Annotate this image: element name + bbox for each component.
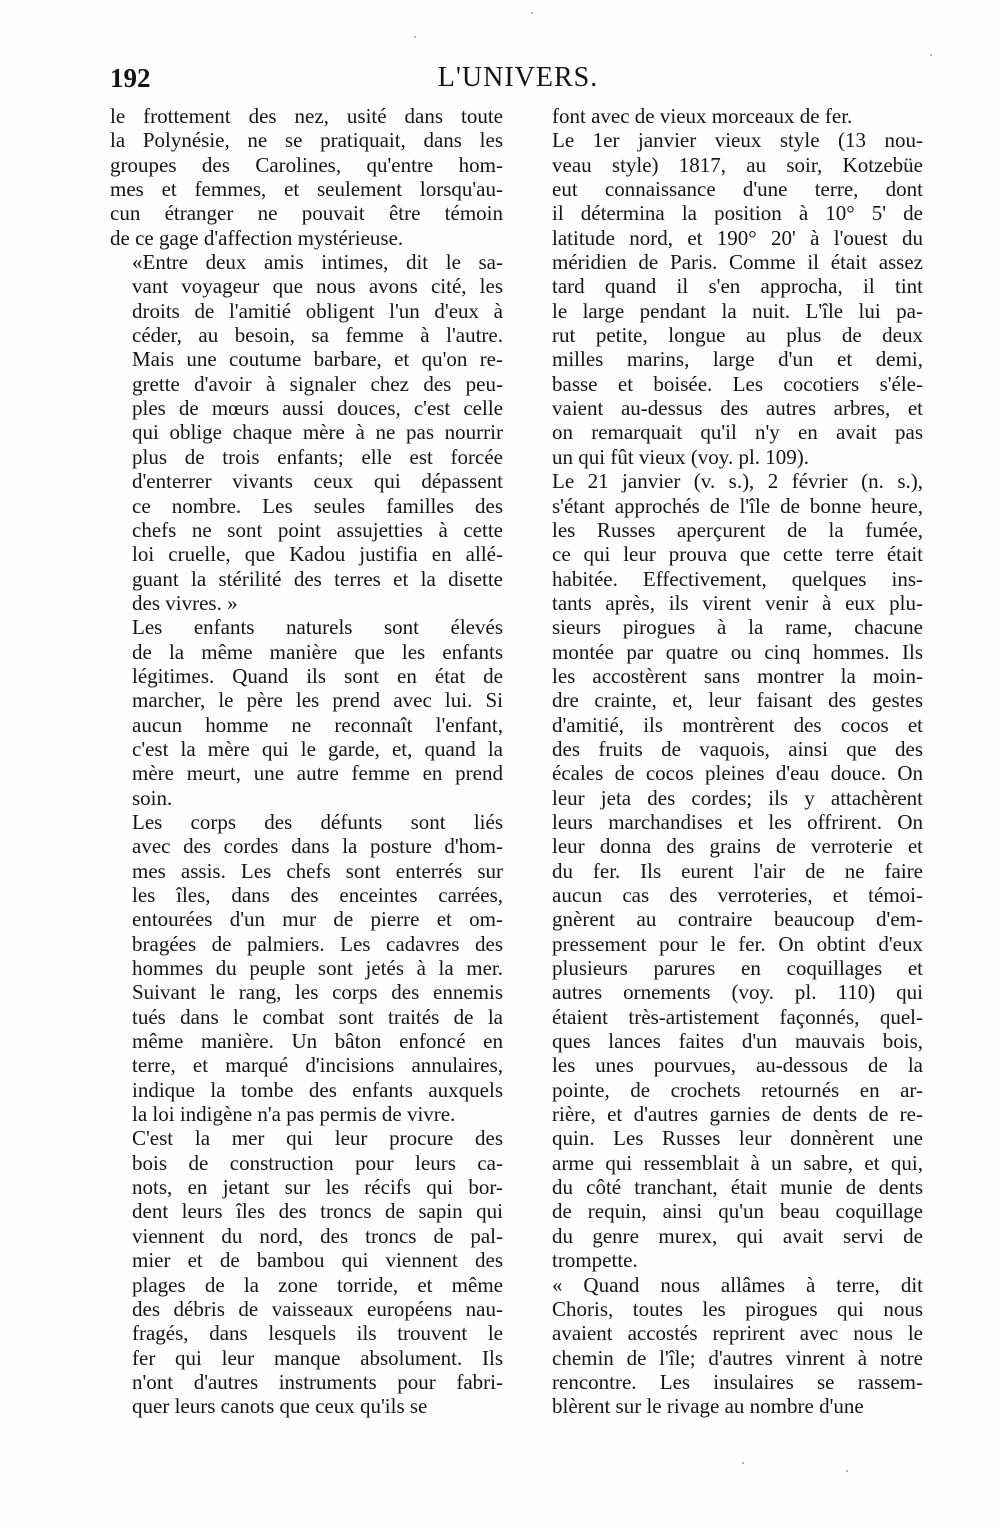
text-line: latitude nord, et 190° 20' à l'ouest du xyxy=(552,225,923,250)
text-line: rencontre. Les insulaires se rassem- xyxy=(552,1369,923,1394)
text-line: fer qui leur manque absolument. Ils xyxy=(132,1345,503,1370)
text-line: loi cruelle, que Kadou justifia en allé- xyxy=(132,542,503,567)
text-line: blèrent sur le rivage au nombre d'une xyxy=(552,1394,864,1419)
text-line: eut connaissance d'une terre, dont xyxy=(552,177,923,202)
text-line: le large pendant la nuit. L'île lui pa- xyxy=(552,298,923,323)
text-line: habitée. Effectivement, quelques ins- xyxy=(552,566,923,591)
text-line: un qui fût vieux (voy. pl. 109). xyxy=(552,444,810,469)
text-line: mier et de bambou qui viennent des xyxy=(132,1248,503,1273)
text-line: mère meurt, une autre femme en prend xyxy=(132,761,503,786)
text-line: plus de trois enfants; elle est forcée xyxy=(132,444,503,469)
text-line: ce qui leur prouva que cette terre était xyxy=(552,542,923,567)
text-line: leurs marchandises et les offrirent. On xyxy=(552,809,923,834)
print-speckle xyxy=(742,1462,744,1464)
text-line: les unes pourvues, au-dessous de la xyxy=(552,1053,923,1078)
text-line: tués dans le combat sont traités de la xyxy=(132,1004,503,1029)
text-line: nots, en jetant sur les récifs qui bor- xyxy=(132,1175,503,1200)
page-number: 192 xyxy=(110,63,151,93)
text-line: leur jeta des cordes; ils y attachèrent xyxy=(552,785,923,810)
text-line: dre crainte, et, leur faisant des gestes xyxy=(552,688,923,713)
text-line: Les corps des défunts sont liés xyxy=(132,809,503,834)
text-line: sieurs pirogues à la rame, chacune xyxy=(552,615,923,640)
text-line: trompette. xyxy=(552,1248,638,1273)
running-head xyxy=(108,60,928,104)
text-line: C'est la mer qui leur procure des xyxy=(132,1126,503,1151)
text-line: tants après, ils virent venir à eux plu- xyxy=(552,590,923,615)
text-line: s'étant approchés de l'île de bonne heure, xyxy=(552,493,923,518)
text-line: la loi indigène n'a pas permis de vivre. xyxy=(132,1102,456,1127)
text-line: soin. xyxy=(132,785,173,810)
text-line: chemin de l'île; d'autres vinrent à notre xyxy=(552,1345,923,1370)
text-line: milles marins, large d'un et demi, xyxy=(552,347,923,372)
text-line: Le 1er janvier vieux style (13 nou- xyxy=(552,128,923,153)
paragraph xyxy=(110,810,503,1126)
text-line: le frottement des nez, usité dans toute xyxy=(110,104,503,128)
text-line: veau style) 1817, au soir, Kotzebüe xyxy=(552,152,923,177)
text-line: indique la tombe des enfants auxquels xyxy=(132,1077,503,1102)
paragraph xyxy=(110,104,503,250)
text-line: marcher, le père les prend avec lui. Si xyxy=(132,688,503,713)
text-line: d'enterrer vivants ceux qui dépassent xyxy=(132,469,503,494)
paragraph xyxy=(110,250,503,615)
text-line: Mais une coutume barbare, et qu'on re- xyxy=(132,347,503,372)
paragraph xyxy=(110,615,503,810)
text-line: terre, et marqué d'incisions annulaires, xyxy=(132,1053,503,1078)
text-line: plusieurs parures en coquillages et xyxy=(552,956,923,981)
text-line: Choris, toutes les pirogues qui nous xyxy=(552,1296,923,1321)
paragraph xyxy=(530,1273,923,1419)
text-line: du genre murex, qui avait servi de xyxy=(552,1223,923,1248)
text-line: il détermina la position à 10° 5' de xyxy=(552,201,923,226)
text-line: grette d'avoir à signaler chez des peu- xyxy=(132,371,503,396)
text-line: la Polynésie, ne se pratiquait, dans les xyxy=(110,128,503,153)
text-line: chefs ne sont point assujetties à cette xyxy=(132,517,503,542)
text-line: basse et boisée. Les cocotiers s'éle- xyxy=(552,371,923,396)
text-line: vant voyageur que nous avons cité, les xyxy=(132,274,503,299)
text-line: ce nombre. Les seules familles des xyxy=(132,493,503,518)
text-line: les îles, dans des enceintes carrées, xyxy=(132,883,503,907)
text-line: avaient accostés reprirent avec nous le xyxy=(552,1321,923,1346)
left-column xyxy=(110,104,503,1419)
text-line: du fer. Ils eurent l'air de ne faire xyxy=(552,858,923,883)
text-line: guant la stérilité des terres et la disette xyxy=(132,566,503,591)
text-line: rut petite, longue au plus de deux xyxy=(552,323,923,348)
text-line: vaient au-dessus des autres arbres, et xyxy=(552,396,923,421)
text-line: droits de l'amitié obligent l'un d'eux à xyxy=(132,298,503,323)
text-line: légitimes. Quand ils sont en état de xyxy=(132,663,503,688)
text-line: écales de cocos pleines d'eau douce. On xyxy=(552,761,923,786)
text-line: bragées de palmiers. Les cadavres des xyxy=(132,931,503,956)
paragraph xyxy=(110,1126,503,1418)
text-line: quer leurs canots que ceux qu'ils se xyxy=(132,1394,428,1419)
text-line: arme qui ressemblait à un sabre, et qui, xyxy=(552,1150,923,1175)
text-line: fragés, dans lesquels ils trouvent le xyxy=(132,1321,503,1346)
text-line: qui oblige chaque mère à ne pas nourrir xyxy=(132,420,503,445)
text-line: autres ornements (voy. pl. 110) qui xyxy=(552,980,923,1005)
text-line: des débris de vaisseaux européens nau- xyxy=(132,1296,503,1321)
text-line: des vivres. » xyxy=(132,590,238,615)
paragraph xyxy=(530,128,923,469)
text-line: font avec de vieux morceaux de fer. xyxy=(552,104,853,128)
text-line: « Quand nous allâmes à terre, dit xyxy=(552,1272,923,1297)
text-line: les accostèrent sans montrer la moin- xyxy=(552,663,923,688)
text-line: pointe, de crochets retournés en ar- xyxy=(552,1077,923,1102)
paragraph xyxy=(530,469,923,1272)
text-line: leur donna des grains de verroterie et xyxy=(552,834,923,859)
running-title: L'UNIVERS. xyxy=(437,62,599,93)
text-line: dent leurs îles des troncs de sapin qui xyxy=(132,1199,503,1224)
text-line: montée par quatre ou cinq hommes. Ils xyxy=(552,639,923,664)
text-line: aucun cas des verroteries, et témoi- xyxy=(552,883,923,907)
text-line: étaient très-artistement façonnés, quel- xyxy=(552,1004,923,1029)
text-line: méridien de Paris. Comme il était assez xyxy=(552,250,923,275)
print-speckle xyxy=(846,1470,848,1472)
text-line: viennent du nord, des troncs de pal- xyxy=(132,1223,503,1248)
text-line: Suivant le rang, les corps des ennemis xyxy=(132,980,503,1005)
text-line: cun étranger ne pouvait être témoin xyxy=(110,201,503,226)
print-speckle xyxy=(930,54,932,56)
text-line: rière, et d'autres garnies de dents de re- xyxy=(552,1102,923,1127)
text-line: groupes des Carolines, qu'entre hom- xyxy=(110,152,503,177)
text-line: Les enfants naturels sont élevés xyxy=(132,615,503,640)
text-line: mes et femmes, et seulement lorsqu'au- xyxy=(110,177,503,202)
paragraph xyxy=(530,104,923,128)
text-line: céder, au besoin, sa femme à l'autre. xyxy=(132,323,503,348)
text-line: pressement pour le fer. On obtint d'eux xyxy=(552,931,923,956)
text-line: quin. Les Russes leur donnèrent une xyxy=(552,1126,923,1151)
text-line: ples de mœurs aussi douces, c'est celle xyxy=(132,396,503,421)
text-line: Le 21 janvier (v. s.), 2 février (n. s.), xyxy=(552,469,923,494)
text-line: de ce gage d'affection mystérieuse. xyxy=(110,225,404,250)
print-speckle xyxy=(414,36,416,38)
text-line: «Entre deux amis intimes, dit le sa- xyxy=(132,250,503,275)
text-line: du côté tranchant, était munie de dents xyxy=(552,1175,923,1200)
text-line: même manière. Un bâton enfoncé en xyxy=(132,1029,503,1054)
text-line: plages de la zone torride, et même xyxy=(132,1272,503,1297)
text-line: des fruits de vaquois, ainsi que des xyxy=(552,736,923,761)
text-line: mes assis. Les chefs sont enterrés sur xyxy=(132,858,503,883)
text-line: avec des cordes dans la posture d'hom- xyxy=(132,834,503,859)
text-line: aucun homme ne reconnaît l'enfant, xyxy=(132,712,503,737)
text-line: de requin, ainsi qu'un beau coquillage xyxy=(552,1199,923,1224)
text-line: gnèrent au contraire beaucoup d'em- xyxy=(552,907,923,932)
print-speckle xyxy=(531,12,533,14)
text-line: on remarquait qu'il n'y en avait pas xyxy=(552,420,923,445)
text-line: d'amitié, ils montrèrent des cocos et xyxy=(552,712,923,737)
text-line: tard quand il s'en approcha, il tint xyxy=(552,274,923,299)
text-line: entourées d'un mur de pierre et om- xyxy=(132,907,503,932)
text-line: de la même manière que les enfants xyxy=(132,639,503,664)
text-line: les Russes aperçurent de la fumée, xyxy=(552,517,923,542)
right-column xyxy=(530,104,923,1419)
text-line: hommes du peuple sont jetés à la mer. xyxy=(132,956,503,981)
text-line: c'est la mère qui le garde, et, quand la xyxy=(132,736,503,761)
text-line: bois de construction pour leurs ca- xyxy=(132,1150,503,1175)
text-line: ques lances faites d'un mauvais bois, xyxy=(552,1029,923,1054)
text-line: n'ont d'autres instruments pour fabri- xyxy=(132,1369,503,1394)
